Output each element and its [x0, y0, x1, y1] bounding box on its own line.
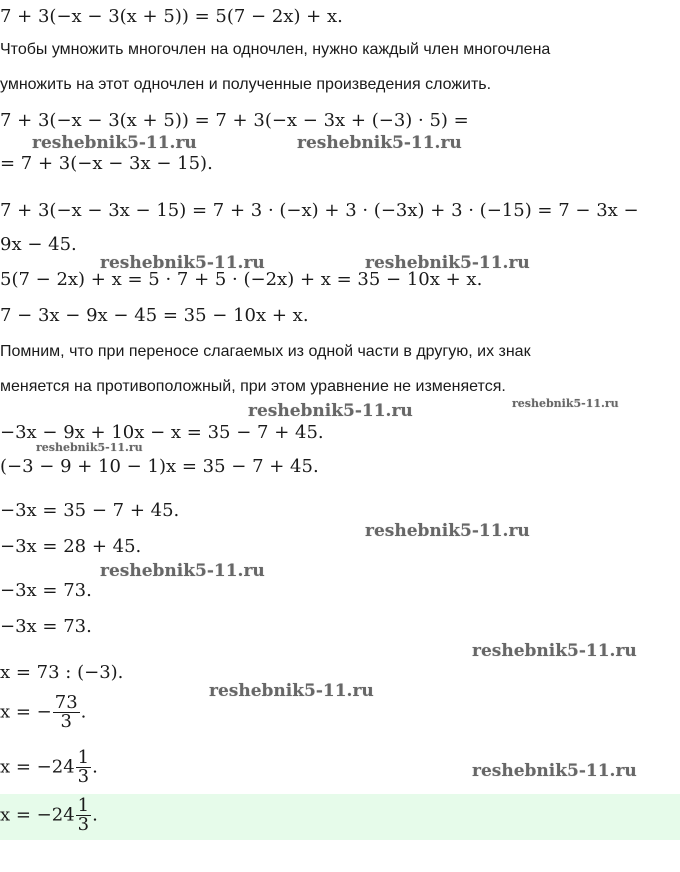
equation-line: x = 73 : (−3). — [0, 662, 124, 683]
equation-line: 7 − 3x − 9x − 45 = 35 − 10x + x. — [0, 305, 309, 326]
fraction: $\frac{1}{3}$ — [77, 795, 90, 835]
rule-text: Чтобы умножить многочлен на одночлен, нужно каждый член многочлена — [0, 41, 551, 58]
equation-line: (−3 − 9 + 10 − 1)x = 35 − 7 + 45. — [0, 456, 319, 477]
watermark: reshebnik5-11.ru — [209, 681, 374, 701]
watermark: reshebnik5-11.ru — [100, 561, 265, 581]
equation-line: −3x = 35 − 7 + 45. — [0, 500, 180, 521]
equation-line-fraction: x = −24 $\frac{1}{3}$ . — [0, 747, 98, 787]
fraction: $\frac{1}{3}$ — [77, 747, 90, 787]
equation-line: 5(7 − 2x) + x = 5 · 7 + 5 · (−2x) + x = 35 − 10x + x. — [0, 269, 483, 290]
equation-line: 9x − 45. — [0, 234, 77, 255]
equation-line: 7 + 3(−x − 3(x + 5)) = 5(7 − 2x) + x. — [0, 6, 343, 27]
watermark: reshebnik5-11.ru — [512, 397, 619, 410]
equation-line-fraction: x = − $\frac{73}{3}$ . — [0, 692, 87, 732]
final-answer: x = −24 $\frac{1}{3}$ . — [0, 795, 98, 835]
watermark: reshebnik5-11.ru — [248, 401, 413, 421]
equation-line: −3x = 28 + 45. — [0, 536, 142, 557]
answer-highlight — [0, 794, 680, 840]
watermark: reshebnik5-11.ru — [472, 761, 637, 781]
watermark: reshebnik5-11.ru — [32, 133, 197, 153]
equation-line: 7 + 3(−x − 3(x + 5)) = 7 + 3(−x − 3x + (−3) · 5) = — [0, 110, 469, 131]
equation-line: = 7 + 3(−x − 3x − 15). — [0, 153, 213, 174]
watermark: reshebnik5-11.ru — [365, 521, 530, 541]
rule-text: Помним, что при переносе слагаемых из одной части в другую, их знак — [0, 343, 531, 360]
watermark: reshebnik5-11.ru — [472, 641, 637, 661]
fraction: $\frac{73}{3}$ — [54, 692, 78, 732]
rule-text: умножить на этот одночлен и полученные произведения сложить. — [0, 76, 492, 93]
watermark: reshebnik5-11.ru — [100, 253, 265, 273]
watermark: reshebnik5-11.ru — [36, 441, 143, 454]
equation-line: −3x = 73. — [0, 616, 92, 637]
watermark: reshebnik5-11.ru — [365, 253, 530, 273]
watermark: reshebnik5-11.ru — [297, 133, 462, 153]
equation-line: −3x = 73. — [0, 580, 92, 601]
rule-text: меняется на противоположный, при этом уравнение не изменяется. — [0, 378, 506, 395]
equation-line: −3x − 9x + 10x − x = 35 − 7 + 45. — [0, 422, 324, 443]
equation-line: 7 + 3(−x − 3x − 15) = 7 + 3 · (−x) + 3 · (−3x) + 3 · (−15) = 7 − 3x − — [0, 200, 639, 221]
